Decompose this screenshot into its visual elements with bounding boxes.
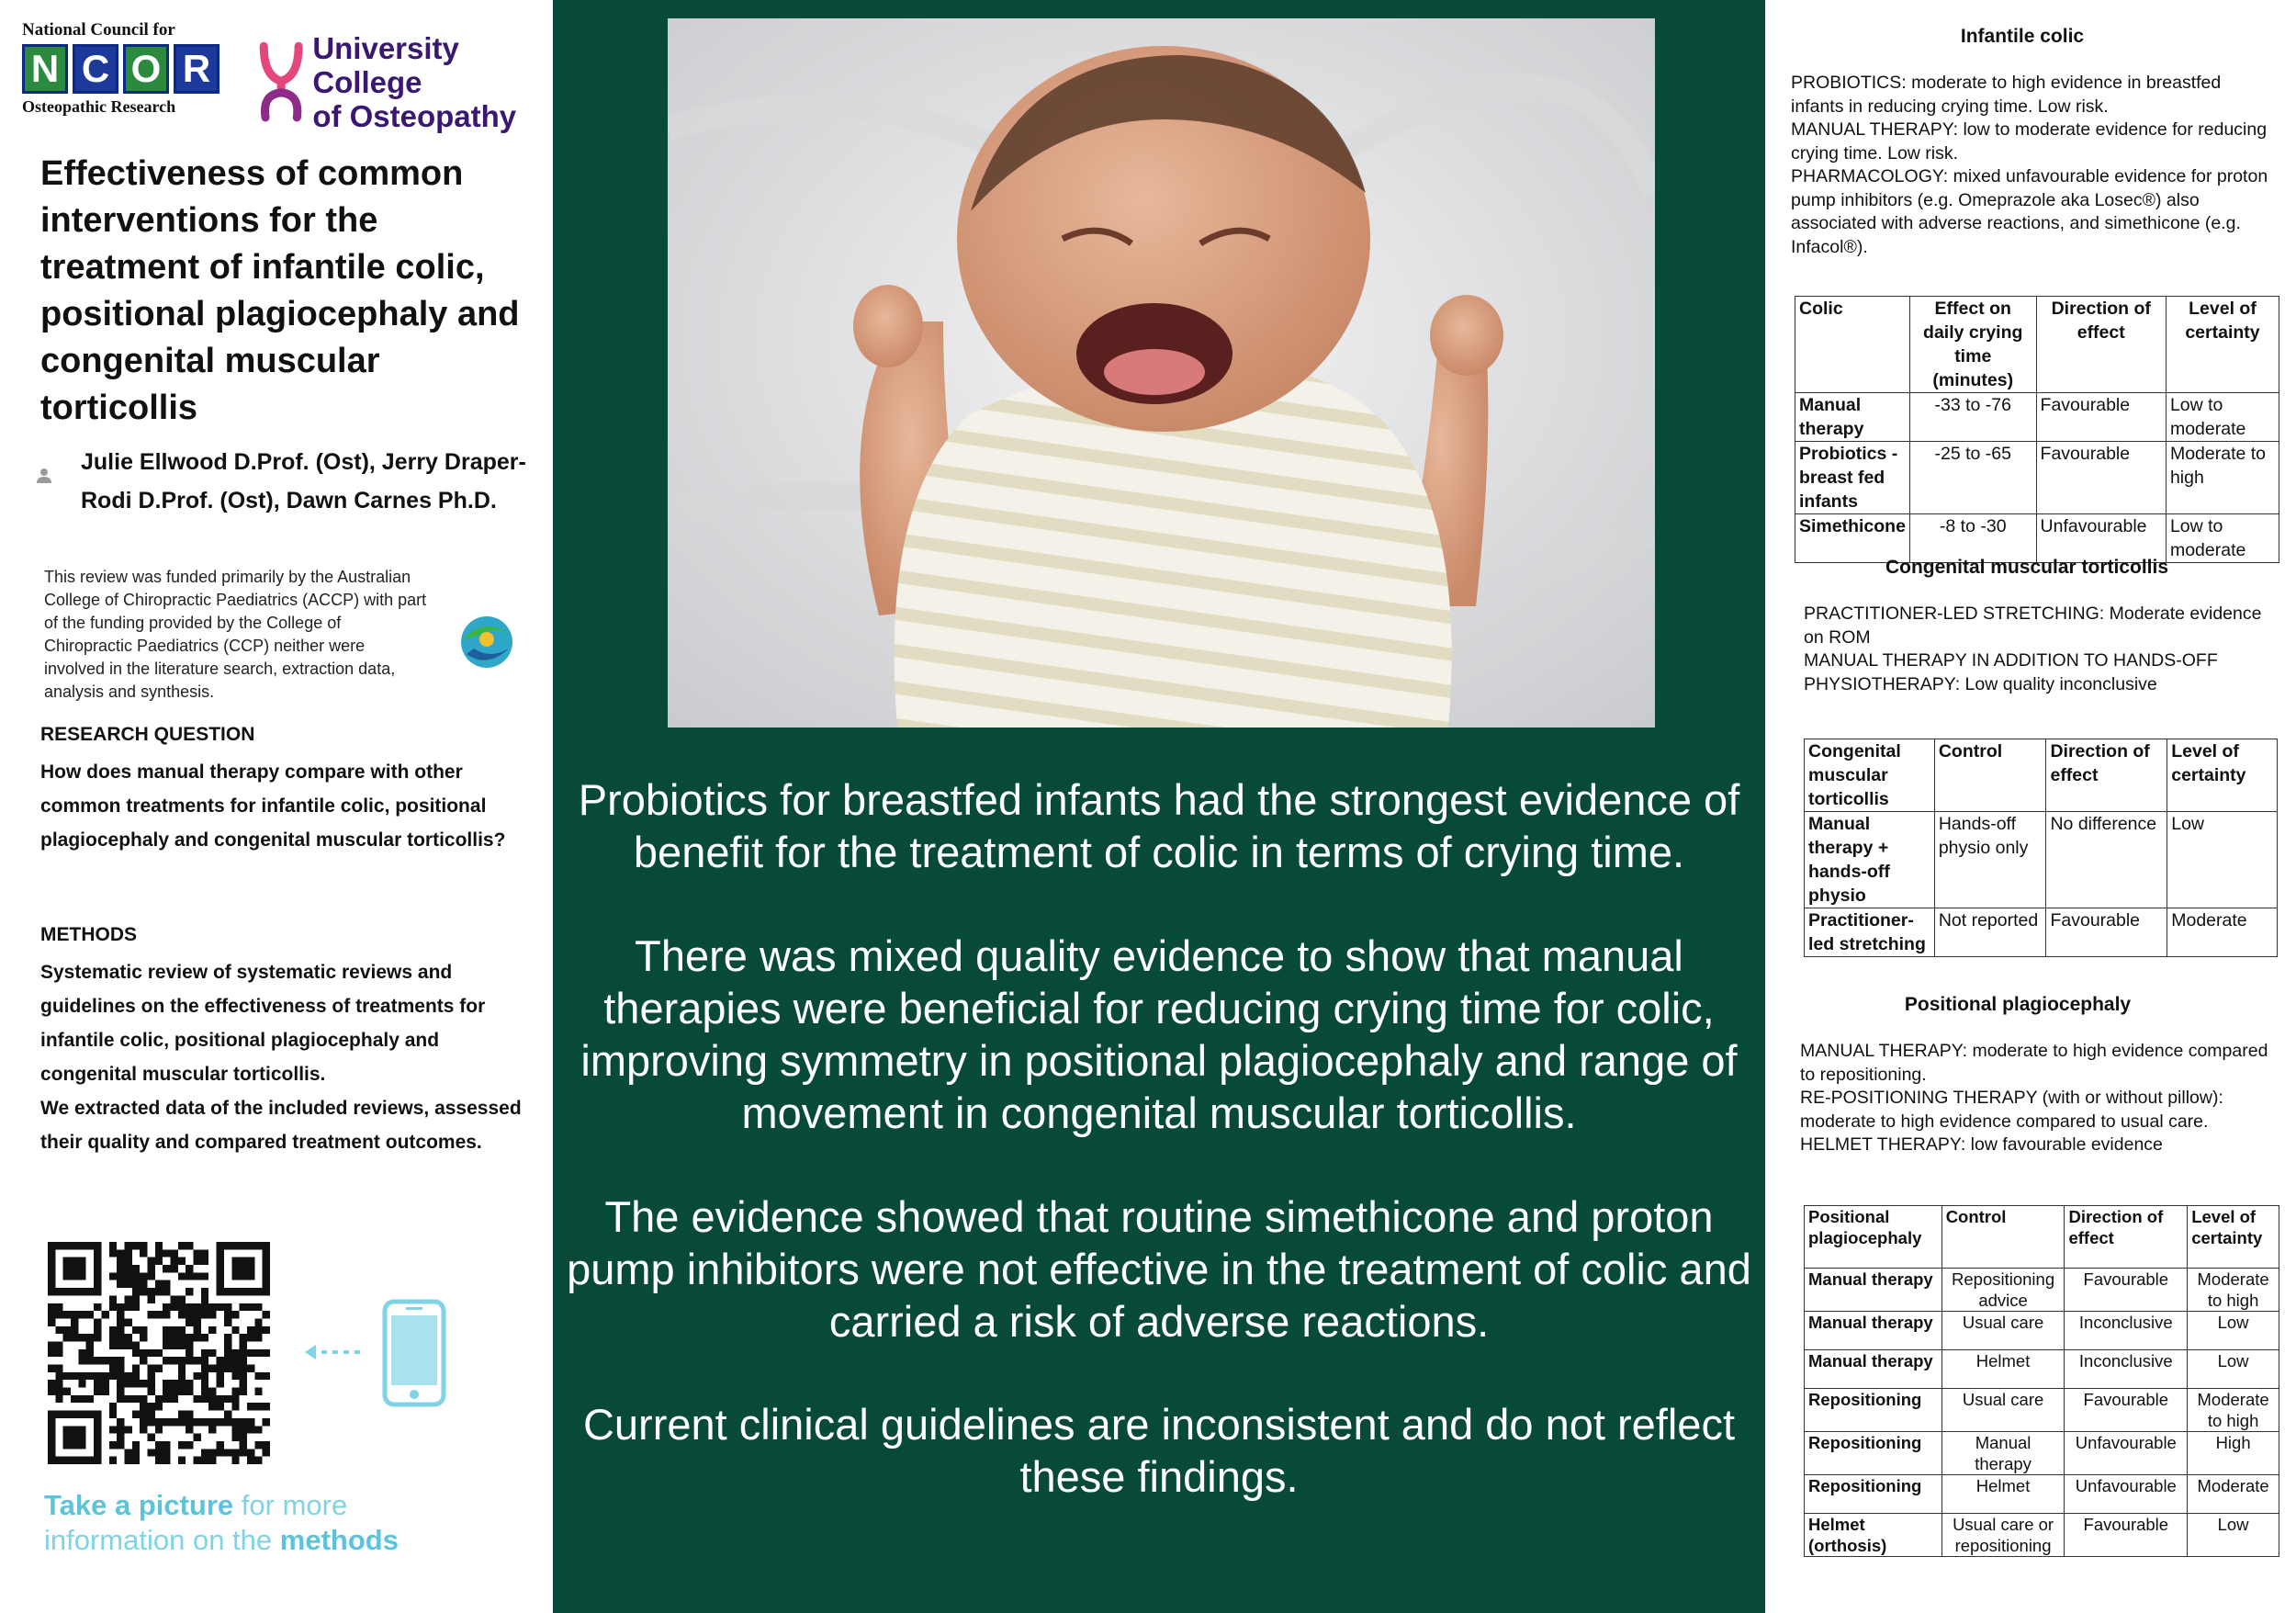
table-cell: Manual therapy + hands-off physio (1805, 812, 1935, 908)
methods-text (40, 955, 536, 1159)
uco-logo (257, 31, 551, 133)
ncor-top-text: National Council for (22, 20, 175, 39)
left-column (0, 0, 551, 1613)
table-cell: Unfavourable (2065, 1475, 2188, 1514)
table-cell: -8 to -30 (1909, 514, 2036, 563)
qr-caption-take: Take a picture (44, 1489, 234, 1521)
table-cell: Low (2188, 1514, 2279, 1557)
table-header-cell: Control (1941, 1206, 2065, 1269)
table-cell: Repositioning advice (1941, 1269, 2065, 1312)
right-column (1765, 0, 2296, 1613)
table-cell: Manual therapy (1805, 1350, 1942, 1389)
ncor-logo (22, 20, 224, 117)
table-row (1805, 1312, 2279, 1350)
table-cell: Not reported (1934, 908, 2046, 957)
table-cell: Manual therapy (1805, 1312, 1942, 1350)
table-cell: Helmet (1941, 1475, 2065, 1514)
colic-pharmacology-line: PHARMACOLOGY: mixed unfavourable evidence for proton pump inhibitors (e.g. Omeprazole aka Losec®) also associated with adverse reactions, and simethicone (e.g. Infacol®). (1791, 166, 2268, 257)
table-header-cell: Level of certainty (2167, 739, 2278, 812)
finding-guidelines: Current clinical guidelines are inconsistent and do not reflect these findings. (582, 1400, 1736, 1501)
plagio-summary (1800, 1040, 2278, 1157)
table-cell: Simethicone (1795, 514, 1910, 563)
finding-simethicone-ppi: The evidence showed that routine simethicone and proton pump inhibitors were not effective in the treatment of colic and carried a risk of adverse reactions. (567, 1192, 1751, 1346)
table-cell: Inconclusive (2065, 1312, 2188, 1350)
table-row (1805, 812, 2278, 908)
crying-baby-photo (668, 18, 1655, 728)
cmt-heading: Congenital muscular torticollis (1885, 557, 2169, 578)
table-row (1805, 1514, 2279, 1557)
table-cell: Probiotics - breast fed infants (1795, 442, 1910, 514)
smartphone-icon (382, 1299, 446, 1407)
plagio-manual-line: MANUAL THERAPY: moderate to high evidence compared to repositioning. (1800, 1041, 2268, 1085)
table-cell: Low (2188, 1312, 2279, 1350)
author-names: Julie Ellwood D.Prof. (Ost), Jerry Draper-Rodi D.Prof. (Ost), Dawn Carnes Ph.D. (81, 449, 526, 513)
arrow-left-icon (303, 1341, 369, 1363)
table-cell: Moderate to high (2188, 1269, 2279, 1312)
finding-manual-therapy: There was mixed quality evidence to show that manual therapies were beneficial for reducing crying time for colic, improving symmetry in positional plagiocephaly and range of movement in congenital muscular torticollis. (580, 931, 1738, 1137)
ncor-bottom-text: Osteopathic Research (22, 97, 176, 116)
table-cell: Repositioning (1805, 1389, 1942, 1432)
table-cell: Favourable (2036, 442, 2166, 514)
table-row (1805, 1475, 2279, 1514)
table-cell: Usual care (1941, 1312, 2065, 1350)
table-cell: High (2188, 1432, 2279, 1475)
colic-summary (1791, 72, 2278, 259)
research-question-heading: RESEARCH QUESTION (40, 724, 255, 745)
table-cell: Manual therapy (1805, 1269, 1942, 1312)
plagio-table (1804, 1205, 2279, 1557)
plagio-repositioning-line: RE-POSITIONING THERAPY (with or without pillow): moderate to high evidence compared to usual care. (1800, 1088, 2223, 1132)
ncor-letter-r: R (174, 44, 219, 94)
table-cell: Repositioning (1805, 1475, 1942, 1514)
table-cell: Helmet (1941, 1350, 2065, 1389)
cmt-table (1804, 739, 2278, 957)
finding-probiotics: Probiotics for breastfed infants had the strongest evidence of benefit for the treatment of colic in terms of crying time. (578, 775, 1740, 876)
table-cell: Unfavourable (2036, 514, 2166, 563)
table-row (1805, 1389, 2279, 1432)
table-cell: Moderate to high (2188, 1389, 2279, 1432)
table-row (1795, 442, 2279, 514)
table-cell: Favourable (2036, 393, 2166, 442)
table-cell: Manual therapy (1941, 1432, 2065, 1475)
table-cell: Inconclusive (2065, 1350, 2188, 1389)
table-header-cell: Direction of effect (2036, 297, 2166, 393)
poster-title: Effectiveness of common interventions for the treatment of infantile colic, positional plagiocephaly and congenital muscular torticollis (40, 154, 520, 427)
table-cell: Low (2167, 812, 2278, 908)
table-header-cell: Level of certainty (2188, 1206, 2279, 1269)
ncor-letter-c: C (73, 44, 118, 94)
methods-text-2: We extracted data of the included reviews, assessed their quality and compared treatment outcomes. (40, 1098, 522, 1153)
table-header-cell: Positional plagiocephaly (1805, 1206, 1942, 1269)
table-cell: Favourable (2065, 1514, 2188, 1557)
table-cell: Favourable (2046, 908, 2167, 957)
table-header-cell: Effect on daily crying time (minutes) (1909, 297, 2036, 393)
qr-code-icon[interactable] (48, 1242, 270, 1464)
table-header-row (1805, 1206, 2279, 1269)
table-cell: -33 to -76 (1909, 393, 2036, 442)
table-cell: Moderate (2188, 1475, 2279, 1514)
table-row (1805, 1350, 2279, 1389)
qr-caption-methods: methods (279, 1524, 399, 1556)
table-cell: Usual care or repositioning (1941, 1514, 2065, 1557)
qr-caption (44, 1488, 430, 1558)
table-header-cell: Colic (1795, 297, 1910, 393)
accp-logo-icon (457, 612, 516, 672)
table-cell: Helmet (orthosis) (1805, 1514, 1942, 1557)
uco-line2: of Osteopathy (312, 99, 517, 133)
person-icon (35, 467, 53, 485)
table-cell: Favourable (2065, 1269, 2188, 1312)
table-cell: Unfavourable (2065, 1432, 2188, 1475)
colic-heading: Infantile colic (1960, 26, 2085, 47)
table-cell: Low to moderate (2166, 393, 2279, 442)
table-header-cell: Control (1934, 739, 2046, 812)
colic-table (1795, 296, 2279, 563)
uco-line1: University College (312, 31, 459, 99)
table-row (1805, 1432, 2279, 1475)
plagio-helmet-line: HELMET THERAPY: low favourable evidence (1800, 1134, 2163, 1155)
table-cell: Low (2188, 1350, 2279, 1389)
qr-caption-middle: for more information on the (44, 1489, 348, 1556)
methods-heading: METHODS (40, 924, 137, 945)
authors-block (33, 443, 529, 520)
table-cell: Low to moderate (2166, 514, 2279, 563)
cmt-summary (1804, 603, 2281, 696)
funding-note: This review was funded primarily by the Australian College of Chiropractic Paediatrics (ACCP) with part of the funding provided by the College of Chiropractic Paediatrics (CCP) neither were involved in the literature search, extraction data, analysis and synthesis. (44, 568, 427, 701)
ncor-letter-o: O (123, 44, 169, 94)
table-row (1805, 908, 2278, 957)
table-cell: Usual care (1941, 1389, 2065, 1432)
table-row (1795, 393, 2279, 442)
table-cell: -25 to -65 (1909, 442, 2036, 514)
cmt-manual-line: MANUAL THERAPY IN ADDITION TO HANDS-OFF PHYSIOTHERAPY: Low quality inconclusive (1804, 650, 2218, 694)
methods-text-1: Systematic review of systematic reviews and guidelines on the effectiveness of treatments for infantile colic, positional plagiocephaly and congenital muscular torticollis. (40, 962, 486, 1085)
research-question-text: How does manual therapy compare with other common treatments for infantile colic, positional plagiocephaly and congenital muscular torticollis? (40, 761, 506, 851)
plagio-heading: Positional plagiocephaly (1904, 994, 2132, 1015)
table-header-row (1805, 739, 2278, 812)
table-header-cell: Congenital muscular torticollis (1805, 739, 1935, 812)
center-panel (553, 0, 1765, 1613)
table-cell: Moderate to high (2166, 442, 2279, 514)
table-header-cell: Direction of effect (2065, 1206, 2188, 1269)
table-row (1795, 514, 2279, 563)
table-cell: Manual therapy (1795, 393, 1910, 442)
table-header-row (1795, 297, 2279, 393)
table-row (1805, 1269, 2279, 1312)
cmt-stretching-line: PRACTITIONER-LED STRETCHING: Moderate evidence on ROM (1804, 603, 2262, 648)
uco-text (312, 31, 551, 133)
table-cell: Practitioner-led stretching (1805, 908, 1935, 957)
table-cell: Moderate (2167, 908, 2278, 957)
table-header-cell: Direction of effect (2046, 739, 2167, 812)
uco-mark-icon (257, 39, 305, 127)
colic-probiotics-line: PROBIOTICS: moderate to high evidence in breastfed infants in reducing crying time. Low risk. (1791, 73, 2222, 117)
table-header-cell: Level of certainty (2166, 297, 2279, 393)
ncor-letter-n: N (22, 44, 68, 94)
colic-manual-line: MANUAL THERAPY: low to moderate evidence for reducing crying time. Low risk. (1791, 119, 2268, 164)
table-cell: Favourable (2065, 1389, 2188, 1432)
ncor-letters (22, 44, 224, 94)
table-cell: Repositioning (1805, 1432, 1942, 1475)
table-cell: Hands-off physio only (1934, 812, 2046, 908)
table-cell: No difference (2046, 812, 2167, 908)
